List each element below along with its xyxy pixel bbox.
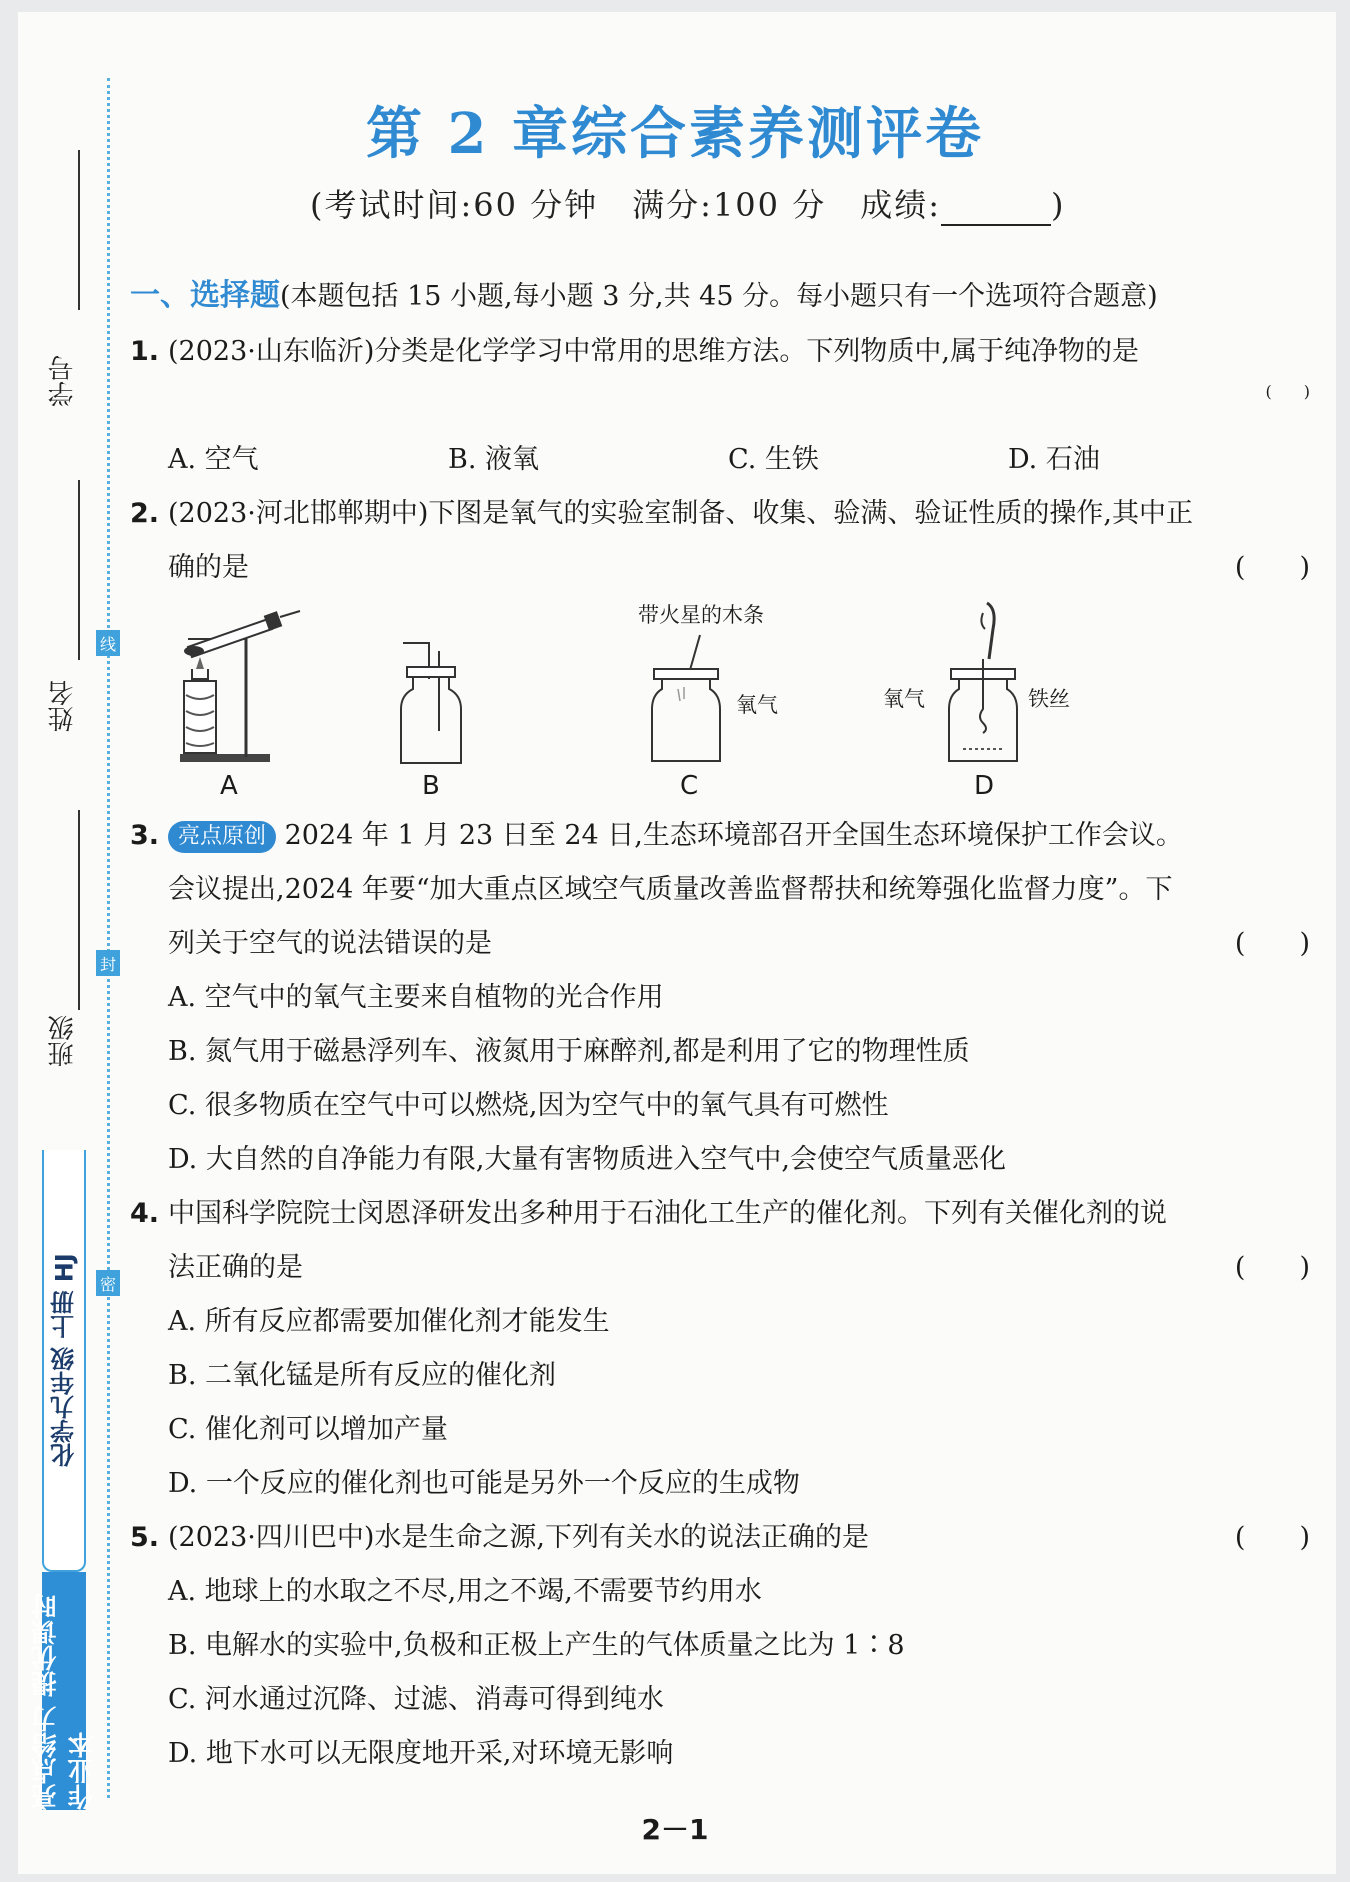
option-a: A. 空气 xyxy=(168,444,259,475)
question-text: 2024 年 1 月 23 日至 24 日,生态环境部召开全国生态环境保护工作会议。 xyxy=(284,820,1183,851)
class-blank xyxy=(78,810,80,1010)
figure-label-c: C xyxy=(680,771,699,801)
brand-vertical-bar xyxy=(31,1150,98,1810)
question-text: (2023·四川巴中)水是生命之源,下列有关水的说法正确的是 xyxy=(168,1522,869,1553)
option-b: B. 液氧 xyxy=(448,444,540,475)
brand-name-label: 亮点给力 提优课时作业本 xyxy=(42,1572,86,1810)
question-text-cont: 会议提出,2024 年要“加大重点区域空气质量改善监督帮扶和统筹强化监督力度”。下 xyxy=(168,874,1173,905)
exam-info xyxy=(310,180,1140,226)
question-4 xyxy=(130,1187,1310,1295)
option-b: B. 二氧化锰是所有反应的催化剂 xyxy=(168,1360,557,1391)
question-text-cont: 法正确的是 xyxy=(168,1252,303,1283)
question-number: 3. xyxy=(130,820,160,851)
experiment-figures xyxy=(168,599,1310,809)
figure-label-d: D xyxy=(974,771,995,801)
answer-paren: ( ) xyxy=(1234,552,1310,583)
option-a: A. 地球上的水取之不尽,用之不竭,不需要节约用水 xyxy=(168,1576,762,1607)
option-b: B. 电解水的实验中,负极和正极上产生的气体质量之比为 1∶8 xyxy=(168,1630,905,1661)
name-blank xyxy=(78,480,80,660)
annotation-oxygen-d: 氧气 xyxy=(883,687,925,711)
section-heading xyxy=(130,268,1310,325)
exam-info-text: (考试时间:60 分钟 满分:100 分 成绩: xyxy=(310,186,941,224)
question-3 xyxy=(130,809,1310,971)
question-5 xyxy=(130,1511,1310,1565)
option-c: C. 很多物质在空气中可以燃烧,因为空气中的氧气具有可燃性 xyxy=(168,1090,889,1121)
option-d: D. 大自然的自净能力有限,大量有害物质进入空气中,会使空气质量恶化 xyxy=(168,1144,1007,1175)
option-d: D. 石油 xyxy=(1008,444,1100,475)
section-desc: (本题包括 15 小题,每小题 3 分,共 45 分。每小题只有一个选项符合题意) xyxy=(280,281,1158,312)
answer-paren-line xyxy=(130,379,1310,433)
section-title: 一、选择题 xyxy=(130,278,280,313)
name-label: 姓名 xyxy=(48,680,78,732)
question-text-cont2: 列关于空气的说法错误的是 xyxy=(168,928,492,959)
answer-paren-line xyxy=(168,541,1310,595)
answer-paren-line xyxy=(168,1241,1310,1295)
book-info-label: 化学九年级 上册 HJ xyxy=(42,1150,86,1572)
options-row xyxy=(130,433,1310,487)
option-b: B. 氮气用于磁悬浮列车、液氮用于麻醉剂,都是利用了它的物理性质 xyxy=(168,1036,970,1067)
option-c: C. 河水通过沉降、过滤、消毒可得到纯水 xyxy=(168,1684,664,1715)
question-1 xyxy=(130,325,1310,379)
student-no-label: 学号 xyxy=(48,355,78,407)
apparatus-d-image xyxy=(943,599,1023,769)
binding-mark-seal: 封 xyxy=(96,950,120,976)
question-number: 1. xyxy=(130,336,160,367)
class-label: 班级 xyxy=(48,1015,78,1067)
option-c: C. 催化剂可以增加产量 xyxy=(168,1414,448,1445)
option-c: C. 生铁 xyxy=(728,444,819,475)
answer-paren: ( ) xyxy=(1234,1522,1310,1553)
figure-label-a: A xyxy=(220,771,238,801)
question-number: 4. xyxy=(130,1198,160,1229)
annotation-glowing-splint: 带火星的木条 xyxy=(638,603,764,627)
annotation-iron-wire: 铁丝 xyxy=(1028,687,1070,711)
exam-info-close: ) xyxy=(1050,186,1066,224)
question-text: 中国科学院院士闵恩泽研发出多种用于石油化工生产的催化剂。下列有关催化剂的说 xyxy=(168,1198,1167,1229)
apparatus-b-image xyxy=(393,639,473,769)
answer-paren: ( ) xyxy=(1265,382,1310,401)
page-number: 2－1 xyxy=(641,1813,709,1846)
figure-label-b: B xyxy=(422,771,440,801)
question-number: 2. xyxy=(130,498,160,529)
question-number: 5. xyxy=(130,1522,160,1553)
page-title: 第 2 章综合素养测评卷 xyxy=(366,101,984,167)
question-2 xyxy=(130,487,1310,595)
original-badge: 亮点原创 xyxy=(168,821,276,853)
option-d: D. 一个反应的催化剂也可能是另外一个反应的生成物 xyxy=(168,1468,800,1499)
option-a: A. 所有反应都需要加催化剂才能发生 xyxy=(168,1306,610,1337)
question-text: (2023·河北邯郸期中)下图是氧气的实验室制备、收集、验满、验证性质的操作,其中正 xyxy=(168,498,1193,529)
question-text-cont: 确的是 xyxy=(168,552,249,583)
option-a: A. 空气中的氧气主要来自植物的光合作用 xyxy=(168,982,664,1013)
apparatus-a-image xyxy=(168,599,318,769)
binding-mark-secret: 密 xyxy=(96,1270,120,1296)
questions-area xyxy=(130,268,1310,1781)
answer-paren: ( ) xyxy=(1234,928,1310,959)
question-text: (2023·山东临沂)分类是化学学习中常用的思维方法。下列物质中,属于纯净物的是 xyxy=(168,336,1139,367)
binding-dotted-line xyxy=(107,78,110,1798)
answer-paren: ( ) xyxy=(1234,1252,1310,1283)
option-d: D. 地下水可以无限度地开采,对环境无影响 xyxy=(168,1738,674,1769)
binding-mark-line: 线 xyxy=(96,630,120,656)
answer-paren-line xyxy=(168,917,1310,971)
apparatus-c-image xyxy=(648,629,738,769)
student-no-blank xyxy=(78,150,80,310)
score-blank xyxy=(941,194,1051,226)
annotation-oxygen-c: 氧气 xyxy=(736,693,778,717)
